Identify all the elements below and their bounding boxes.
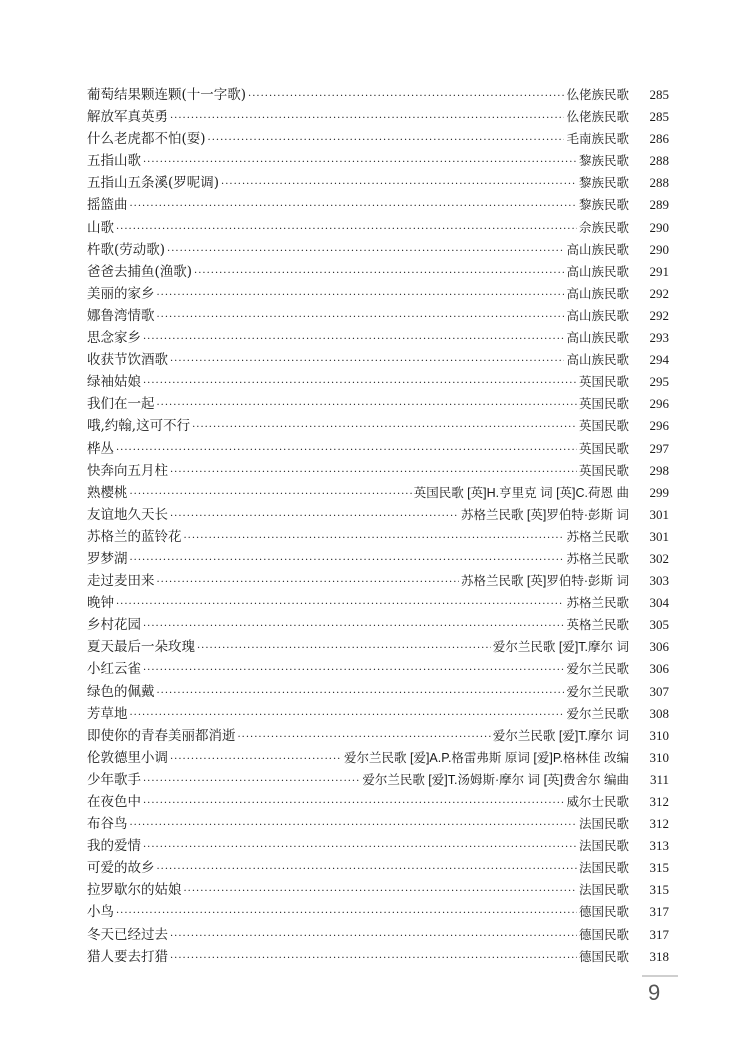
entry-page: 305 [649,617,669,633]
entry-page: 295 [649,374,669,390]
entry-title: 晚钟 [87,595,114,612]
dot-leader [238,727,491,749]
entry-page: 291 [649,263,669,279]
toc-entry[interactable] [87,614,669,636]
entry-title: 娜鲁湾情歌 [87,307,155,324]
entry-page: 310 [649,749,669,765]
toc-entry[interactable] [87,901,669,923]
entry-origin: 德国民歌 [578,927,629,942]
entry-page: 317 [649,926,669,942]
entry-origin: 英格兰民歌 [566,618,629,633]
entry-origin: 毛南族民歌 [566,132,629,147]
toc-entry[interactable] [87,283,669,305]
entry-origin: 德国民歌 [578,949,629,964]
entry-page: 315 [649,860,669,876]
entry-origin: 高山族民歌 [566,353,629,368]
entry-title: 什么老虎都不怕(耍) [87,131,206,148]
toc-entry[interactable] [87,658,669,680]
toc-entry[interactable] [87,371,669,393]
dot-leader [170,926,577,948]
entry-origin: 英国民歌 [578,397,629,412]
toc-entry[interactable] [87,857,669,879]
dot-leader [157,683,565,705]
entry-origin: 法国民歌 [578,883,629,898]
entry-origin: 高山族民歌 [566,242,629,257]
entry-page: 313 [649,838,669,854]
entry-title: 芳草地 [87,705,128,722]
toc-entry[interactable] [87,128,669,150]
entry-origin: 德国民歌 [578,905,629,920]
entry-page: 293 [649,330,669,346]
dot-leader [116,903,577,925]
toc-entry[interactable] [87,681,669,703]
dot-leader [197,638,491,660]
dot-leader [116,219,577,241]
entry-title: 伦敦德里小调 [87,749,168,766]
dot-leader [170,108,564,130]
entry-page: 296 [649,396,669,412]
entry-title: 可爱的故乡 [87,860,155,877]
entry-page: 297 [649,440,669,456]
toc-entry[interactable] [87,504,669,526]
entry-page: 304 [649,595,669,611]
entry-title: 五指山歌 [87,153,141,170]
dot-leader [130,815,577,837]
entry-title: 绿袖姑娘 [87,374,141,391]
dot-leader [248,86,564,108]
entry-origin: 苏格兰民歌 [英]罗伯特·彭斯 词 [460,574,629,589]
dot-leader [157,307,565,329]
entry-page: 289 [649,197,669,213]
dot-leader [143,616,564,638]
entry-page: 318 [649,948,669,964]
entry-origin: 英国民歌 [578,419,629,434]
dot-leader [143,152,577,174]
entry-page: 290 [649,241,669,257]
entry-origin: 仫佬族民歌 [566,110,629,125]
toc-entry[interactable] [87,349,669,371]
entry-origin: 法国民歌 [578,861,629,876]
dot-leader [208,130,565,152]
entry-origin: 爱尔兰民歌 [566,706,629,721]
entry-title: 五指山五条溪(罗呢调) [87,175,220,192]
entry-title: 走过麦田来 [87,573,155,590]
entry-origin: 苏格兰民歌 [566,551,629,566]
entry-page: 292 [649,307,669,323]
toc-entry[interactable] [87,239,669,261]
toc-entry[interactable] [87,106,669,128]
entry-origin: 苏格兰民歌 [英]罗伯特·彭斯 词 [460,507,629,522]
entry-origin: 英国民歌 [578,441,629,456]
entry-origin: 英国民歌 [578,463,629,478]
entry-origin: 高山族民歌 [566,308,629,323]
toc-entry[interactable] [87,415,669,437]
toc-entry[interactable] [87,393,669,415]
entry-origin: 爱尔兰民歌 [566,662,629,677]
toc-entry[interactable] [87,813,669,835]
toc-entry[interactable] [87,570,669,592]
entry-origin: 爱尔兰民歌 [566,684,629,699]
entry-title: 思念家乡 [87,330,141,347]
dot-leader [130,550,565,572]
toc-entry[interactable] [87,305,669,327]
entry-title: 山歌 [87,219,114,236]
toc-entry[interactable] [87,438,669,460]
entry-origin: 法国民歌 [578,817,629,832]
dot-leader [130,705,565,727]
entry-origin: 高山族民歌 [566,331,629,346]
entry-page: 288 [649,153,669,169]
entry-origin: 爱尔兰民歌 [爱]T.摩尔 词 [492,640,629,655]
dot-leader [184,528,565,550]
dot-leader [130,196,577,218]
entry-origin: 英国民歌 [英]H.亨里克 词 [英]C.荷恩 曲 [413,485,629,500]
toc-entry[interactable] [87,879,669,901]
entry-origin: 法国民歌 [578,839,629,854]
entry-origin: 爱尔兰民歌 [爱]A.P.格雷弗斯 原词 [爱]P.格林佳 改编 [344,750,629,765]
entry-title: 爸爸去捕鱼(渔歌) [87,263,193,280]
entry-title: 乡村花园 [87,617,141,634]
entry-title: 我的爱情 [87,838,141,855]
entry-page: 308 [649,705,669,721]
entry-page: 312 [649,794,669,809]
dot-leader [143,660,564,682]
dot-leader [143,837,577,859]
toc-entry[interactable] [87,261,669,283]
entry-origin: 佘族民歌 [578,220,629,235]
entry-page: 299 [649,484,669,500]
entry-title: 罗梦湖 [87,550,128,567]
toc-entry[interactable] [87,172,669,194]
entry-title: 快奔向五月柱 [87,462,168,479]
entry-title: 杵歌(劳动歌) [87,241,166,258]
entry-page: 301 [649,528,669,544]
toc-entry[interactable] [87,327,669,349]
entry-title: 即使你的青春美丽都消逝 [87,727,236,744]
entry-page: 301 [649,506,669,522]
toc-entry[interactable] [87,460,669,482]
toc-entry[interactable] [87,150,669,172]
entry-page: 294 [649,352,669,368]
entry-page: 288 [649,175,669,191]
dot-leader [192,417,577,439]
entry-page: 292 [649,285,669,301]
toc-entry[interactable] [87,548,669,570]
entry-origin: 仫佬族民歌 [566,88,629,102]
entry-title: 解放军真英勇 [87,109,168,126]
toc-entry[interactable] [87,703,669,725]
dot-leader [130,484,412,506]
dot-leader [157,395,577,417]
toc-entry[interactable] [87,725,669,747]
dot-leader [157,859,577,881]
dot-leader [167,241,564,263]
entry-origin: 苏格兰民歌 [566,529,629,544]
entry-title: 摇篮曲 [87,197,128,214]
entry-title: 哦,约翰,这可不行 [87,418,191,435]
entry-title: 布谷鸟 [87,816,128,833]
toc-entry[interactable] [87,526,669,548]
dot-leader [221,174,577,196]
toc-entry[interactable] [87,747,669,769]
entry-title: 熟樱桃 [87,484,128,501]
entry-title: 葡萄结果颗连颗(十一字歌) [87,87,247,103]
entry-origin: 威尔士民歌 [566,795,629,809]
toc-entry[interactable] [87,769,669,791]
entry-title: 小鸟 [87,904,114,921]
entry-page: 315 [649,882,669,898]
footer-mark [642,975,678,977]
dot-leader [157,285,565,307]
toc-entry[interactable] [87,924,669,946]
entry-page: 310 [649,727,669,743]
toc-entry[interactable] [87,835,669,857]
entry-page: 296 [649,418,669,434]
entry-page: 307 [649,683,669,699]
dot-leader [170,749,342,771]
entry-title: 在夜色中 [87,794,141,810]
entry-origin: 高山族民歌 [566,286,629,301]
toc-entry[interactable] [87,217,669,239]
dot-leader [116,594,564,616]
entry-page: 285 [649,87,669,102]
entry-title: 苏格兰的蓝铃花 [87,528,182,545]
toc-entry[interactable] [87,194,669,216]
entry-origin: 黎族民歌 [578,176,629,191]
dot-leader [143,373,577,395]
entry-title: 桦丛 [87,440,114,457]
entry-origin: 黎族民歌 [578,198,629,213]
dot-leader [143,329,564,351]
entry-page: 286 [649,131,669,147]
entry-origin: 黎族民歌 [578,154,629,169]
toc-entry[interactable] [87,636,669,658]
entry-page: 306 [649,661,669,677]
toc-entry[interactable] [87,592,669,614]
dot-leader [143,771,360,793]
entry-page: 303 [649,573,669,589]
page-number: 9 [648,980,661,1005]
toc-entry[interactable] [87,946,669,968]
entry-title: 友谊地久天长 [87,506,168,523]
entry-page: 306 [649,639,669,655]
entry-title: 夏天最后一朵玫瑰 [87,639,195,656]
dot-leader [194,263,564,285]
entry-page: 302 [649,550,669,566]
dot-leader [116,440,577,462]
toc-entry[interactable] [87,482,669,504]
toc-entry[interactable] [87,84,669,106]
dot-leader [143,793,564,815]
dot-leader [170,351,564,373]
entry-origin: 高山族民歌 [566,264,629,279]
entry-title: 绿色的佩戴 [87,683,155,700]
entry-page: 312 [649,816,669,832]
entry-title: 猎人要去打猎 [87,948,168,965]
entry-origin: 爱尔兰民歌 [爱]T.摩尔 词 [492,728,629,743]
entry-title: 我们在一起 [87,396,155,413]
entry-page: 311 [649,771,669,787]
entry-origin: 英国民歌 [578,375,629,390]
entry-page: 317 [649,904,669,920]
dot-leader [184,881,577,903]
entry-page: 298 [649,462,669,478]
dot-leader [170,948,577,970]
dot-leader [170,462,577,484]
dot-leader [157,572,459,594]
entry-title: 少年歌手 [87,771,141,788]
entry-origin: 苏格兰民歌 [566,596,629,611]
entry-origin: 爱尔兰民歌 [爱]T.汤姆斯·摩尔 词 [英]费舍尔 编曲 [362,772,629,787]
entry-title: 小红云雀 [87,661,141,678]
entry-title: 美丽的家乡 [87,285,155,302]
entry-title: 冬天已经过去 [87,926,168,943]
table-of-contents [87,84,669,968]
dot-leader [170,506,459,528]
entry-title: 拉罗歇尔的姑娘 [87,882,182,899]
entry-page: 285 [649,109,669,125]
entry-page: 290 [649,219,669,235]
entry-title: 收获节饮酒歌 [87,352,168,369]
toc-entry[interactable] [87,791,669,813]
